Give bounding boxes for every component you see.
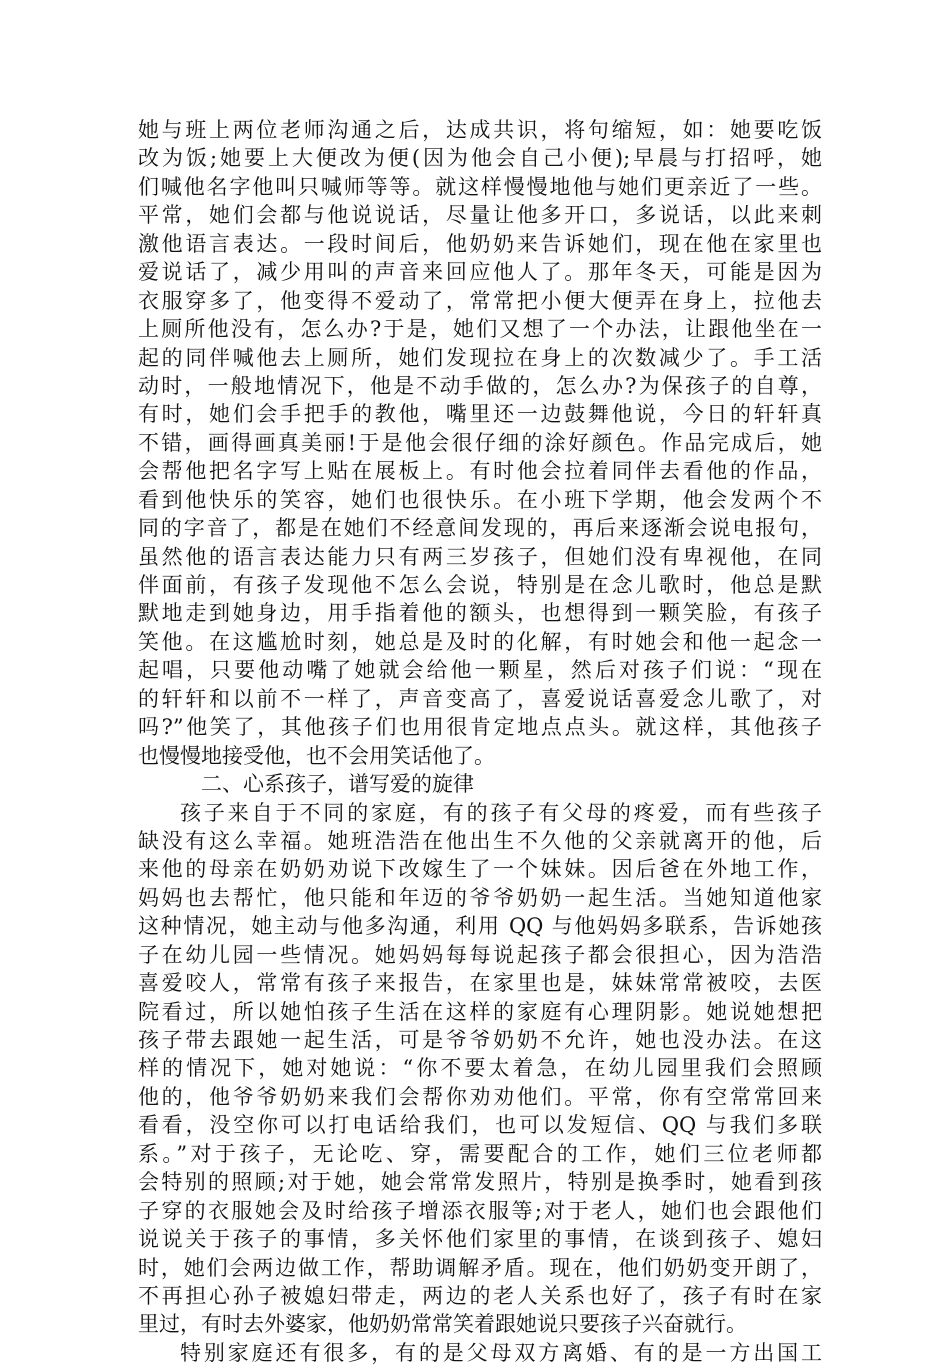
text-line: 她与班上两位老师沟通之后，达成共识，将句缩短，如：她要吃饭 <box>138 118 822 142</box>
text-line: 起的同伴喊他去上厕所，她们发现拉在身上的次数减少了。手工活 <box>138 345 822 370</box>
text-line: 时，她们会两边做工作，帮助调解矛盾。现在，他们奶奶变开朗了， <box>138 1255 822 1280</box>
text-line: 不再担心孙子被媳妇带走，两边的老人关系也好了，孩子有时在家 <box>138 1283 822 1308</box>
text-line: 爱说话了，减少用叫的声音来回应他人了。那年冬天，可能是因为 <box>138 260 822 285</box>
text-line: 也慢慢地接受他，也不会用笑话他了。 <box>138 743 495 768</box>
text-line: 来他的母亲在奶奶劝说下改嫁生了一个妹妹。因后爸在外地工作， <box>138 857 822 882</box>
text-line: 孩子带去跟她一起生活，可是爷爷奶奶不允许，她也没办法。在这 <box>138 1028 822 1052</box>
text-line: 上厕所他没有，怎么办?于是，她们又想了一个办法，让跟他坐在一 <box>138 317 822 342</box>
text-line: 里过，有时去外婆家，他奶奶常常笑着跟她说只要孩子兴奋就行。 <box>138 1312 747 1337</box>
text-line: 不错，画得画真美丽!于是他会很仔细的涂好颜色。作品完成后，她 <box>138 430 822 455</box>
text-line: 起唱，只要他动嘴了她就会给他一颗星，然后对孩子们说：“现在 <box>138 658 822 683</box>
text-line: 说说关于孩子的事情，多关怀他们家里的事情，在谈到孩子、媳妇 <box>138 1227 822 1252</box>
text-line: 子在幼儿园一些情况。她妈妈每每说起孩子都会很担心，因为浩浩 <box>138 942 822 967</box>
text-line: 特别家庭还有很多，有的是父母双方离婚、有的是一方出国工 <box>180 1340 822 1365</box>
text-line: 们喊他名字他叫只喊师等等。就这样慢慢地他与她们更亲近了一些。 <box>138 174 822 199</box>
text-line: 平常，她们会都与他说说话，尽量让他多开口，多说话，以此来刺 <box>138 203 822 228</box>
text-line: 的轩轩和以前不一样了，声音变高了，喜爱说话喜爱念儿歌了，对 <box>138 686 822 711</box>
text-line: 会特别的照顾;对于她，她会常常发照片，特别是换季时，她看到孩 <box>138 1170 822 1195</box>
text-line: 衣服穿多了，他变得不爱动了，常常把小便大便弄在身上，拉他去 <box>138 288 822 313</box>
text-line: 孩子来自于不同的家庭，有的孩子有父母的疼爱，而有些孩子 <box>180 800 822 825</box>
text-line: 他的，他爷爷奶奶来我们会帮你劝劝他们。平常，你有空常常回来 <box>138 1084 822 1109</box>
text-line: 这种情况，她主动与他多沟通，利用 QQ 与他妈妈多联系，告诉她孩 <box>138 914 822 939</box>
text-line: 样的情况下，她对她说：“你不要太着急，在幼儿园里我们会照顾 <box>138 1056 822 1081</box>
text-line: 改为饭;她要上大便改为便(因为他会自己小便);早晨与打招呼，她 <box>138 146 822 171</box>
text-line: 看到他快乐的笑容，她们也很快乐。在小班下学期，他会发两个不 <box>138 487 822 512</box>
text-line: 看看，没空你可以打电话给我们，也可以发短信、QQ 与我们多联 <box>138 1113 822 1138</box>
text-line: 系。”对于孩子，无论吃、穿，需要配合的工作，她们三位老师都 <box>138 1141 822 1166</box>
section-heading: 二、心系孩子，谱写爱的旋律 <box>201 772 474 797</box>
text-line: 默地走到她身边，用手指着他的额头，也想得到一颗笑脸，有孩子 <box>138 601 822 626</box>
text-line: 虽然他的语言表达能力只有两三岁孩子，但她们没有卑视他，在同 <box>138 544 822 569</box>
text-line: 吗?”他笑了，其他孩子们也用很肯定地点点头。就这样，其他孩子 <box>138 715 822 740</box>
text-line: 缺没有这么幸福。她班浩浩在他出生不久他的父亲就离开的他，后 <box>138 828 822 853</box>
text-line: 妈妈也去帮忙，他只能和年迈的爷爷奶奶一起生活。当她知道他家 <box>138 885 822 910</box>
text-line: 同的字音了，都是在她们不经意间发现的，再后来逐渐会说电报句， <box>138 516 822 541</box>
text-line: 激他语言表达。一段时间后，他奶奶来告诉她们，现在他在家里也 <box>138 231 822 256</box>
text-line: 动时，一般地情况下，他是不动手做的，怎么办?为保孩子的自尊， <box>138 373 822 398</box>
body-text <box>138 116 822 1367</box>
text-line: 伴面前，有孩子发现他不怎么会说，特别是在念儿歌时，他总是默 <box>138 573 822 597</box>
text-line: 院看过，所以她怕孩子生活在这样的家庭有心理阴影。她说她想把 <box>138 999 822 1024</box>
text-line: 有时，她们会手把手的教他，嘴里还一边鼓舞他说，今日的轩轩真 <box>138 402 822 427</box>
text-line: 子穿的衣服她会及时给孩子增添衣服等;对于老人，她们也会跟他们 <box>138 1198 822 1223</box>
text-line: 喜爱咬人，常常有孩子来报告，在家里也是，妹妹常常被咬，去医 <box>138 971 822 996</box>
text-line: 会帮他把名字写上贴在展板上。有时他会拉着同伴去看他的作品， <box>138 459 822 484</box>
text-line: 笑他。在这尴尬时刻，她总是及时的化解，有时她会和他一起念一 <box>138 629 822 654</box>
